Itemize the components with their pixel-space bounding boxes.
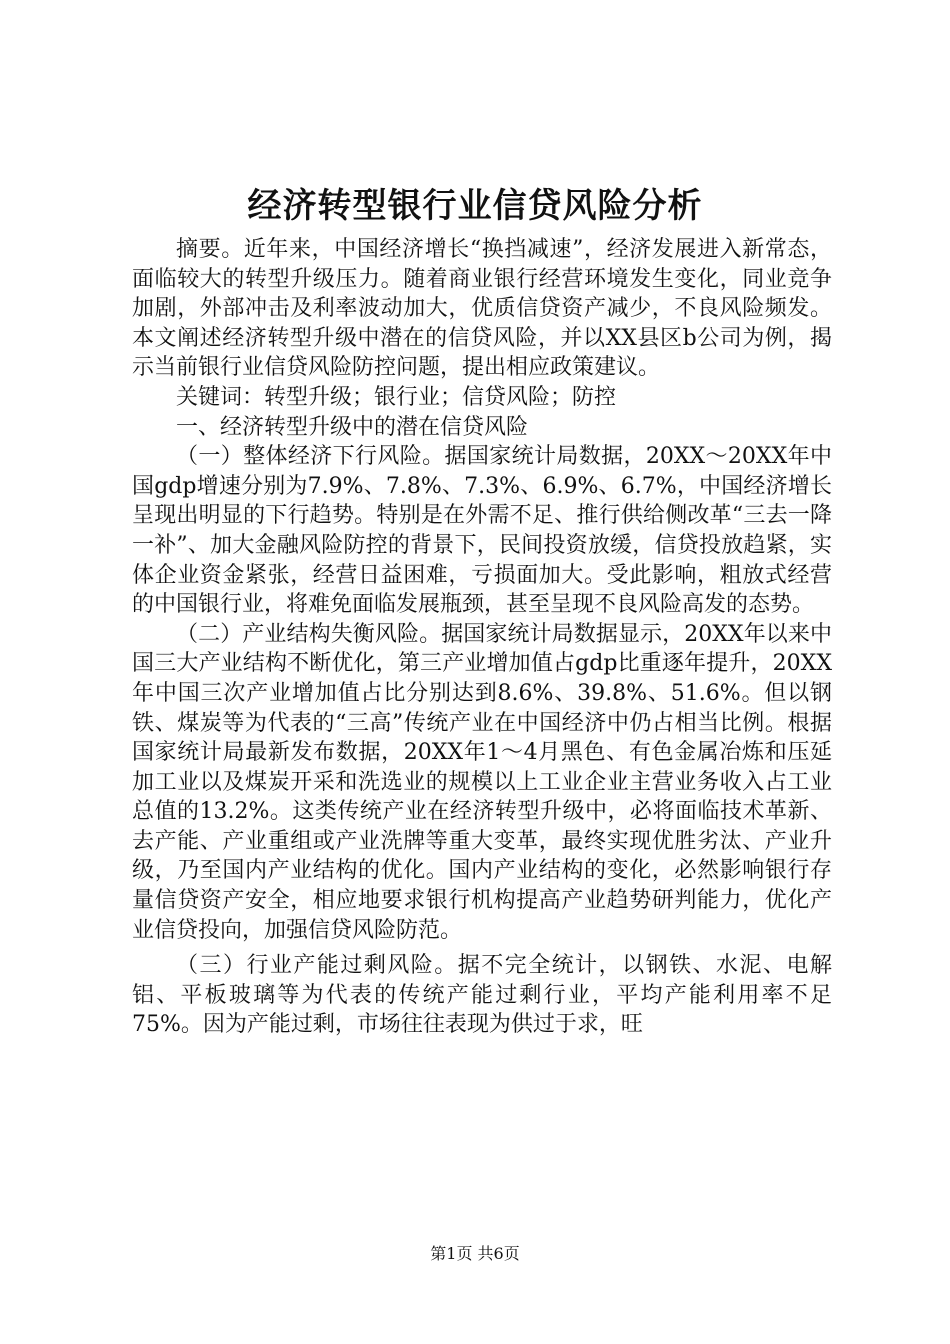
section-heading: 一、经济转型升级中的潜在信贷风险 <box>176 414 529 440</box>
document-body <box>132 235 832 1040</box>
body-paragraph-overcapacity: （三）行业产能过剩风险。据不完全统计，以钢铁、水泥、电解铝、平板玻璃等为代表的传统产能过剩行业，平均产能利用率不足75%。因为产能过剩，市场往往表现为供过于求，旺 <box>132 953 832 1038</box>
page-footer: 第1页 共6页 <box>430 1244 520 1263</box>
body-paragraph-economic-downturn: （一）整体经济下行风险。据国家统计局数据，20XX～20XX年中国gdp增速分别为7.9%、7.8%、7.3%、6.9%、6.7%，中国经济增长呈现出明显的下行趋势。特别是在外需不足、推行供给侧改革“三去一降一补”、加大金融风险防控的背景下，民间投资放缓，信贷投放趋紧，实体企业资金紧张，经营日益困难，亏损面加大。受此影响，粗放式经营的中国银行业，将难免面临发展瓶颈，甚至呈现不良风险高发的态势。 <box>132 444 832 618</box>
body-paragraph-industrial-structure: （二）产业结构失衡风险。据国家统计局数据显示，20XX年以来中国三大产业结构不断优化，第三产业增加值占gdp比重逐年提升，20XX年中国三次产业增加值占比分别达到8.6%、39.8%、51.6%。但以钢铁、煤炭等为代表的“三高”传统产业在中国经济中仍占相当比例。根据国家统计局最新发布数据，20XX年1～4月黑色、有色金属冶炼和压延加工业以及煤炭开采和洗选业的规模以上工业企业主营业务收入占工业总值的13.2%。这类传统产业在经济转型升级中，必将面临技术革新、去产能、产业重组或产业洗牌等重大变革，最终实现优胜劣汰、产业升级，乃至国内产业结构的优化。国内产业结构的变化，必然影响银行存量信贷资产安全，相应地要求银行机构提高产业趋势研判能力，优化产业信贷投向，加强信贷风险防范。 <box>132 621 832 943</box>
abstract-paragraph: 摘要。近年来，中国经济增长“换挡减速”，经济发展进入新常态，面临较大的转型升级压力。随着商业银行经营环境发生变化，同业竞争加剧，外部冲击及利率波动加大，优质信贷资产减少，不良风险频发。本文阐述经济转型升级中潜在的信贷风险，并以XX县区b公司为例，揭示当前银行业信贷风险防控问题，提出相应政策建议。 <box>132 237 832 381</box>
page-title: 经济转型银行业信贷风险分析 <box>247 186 703 226</box>
keywords-paragraph: 关键词：转型升级；银行业；信贷风险；防控 <box>176 384 617 410</box>
